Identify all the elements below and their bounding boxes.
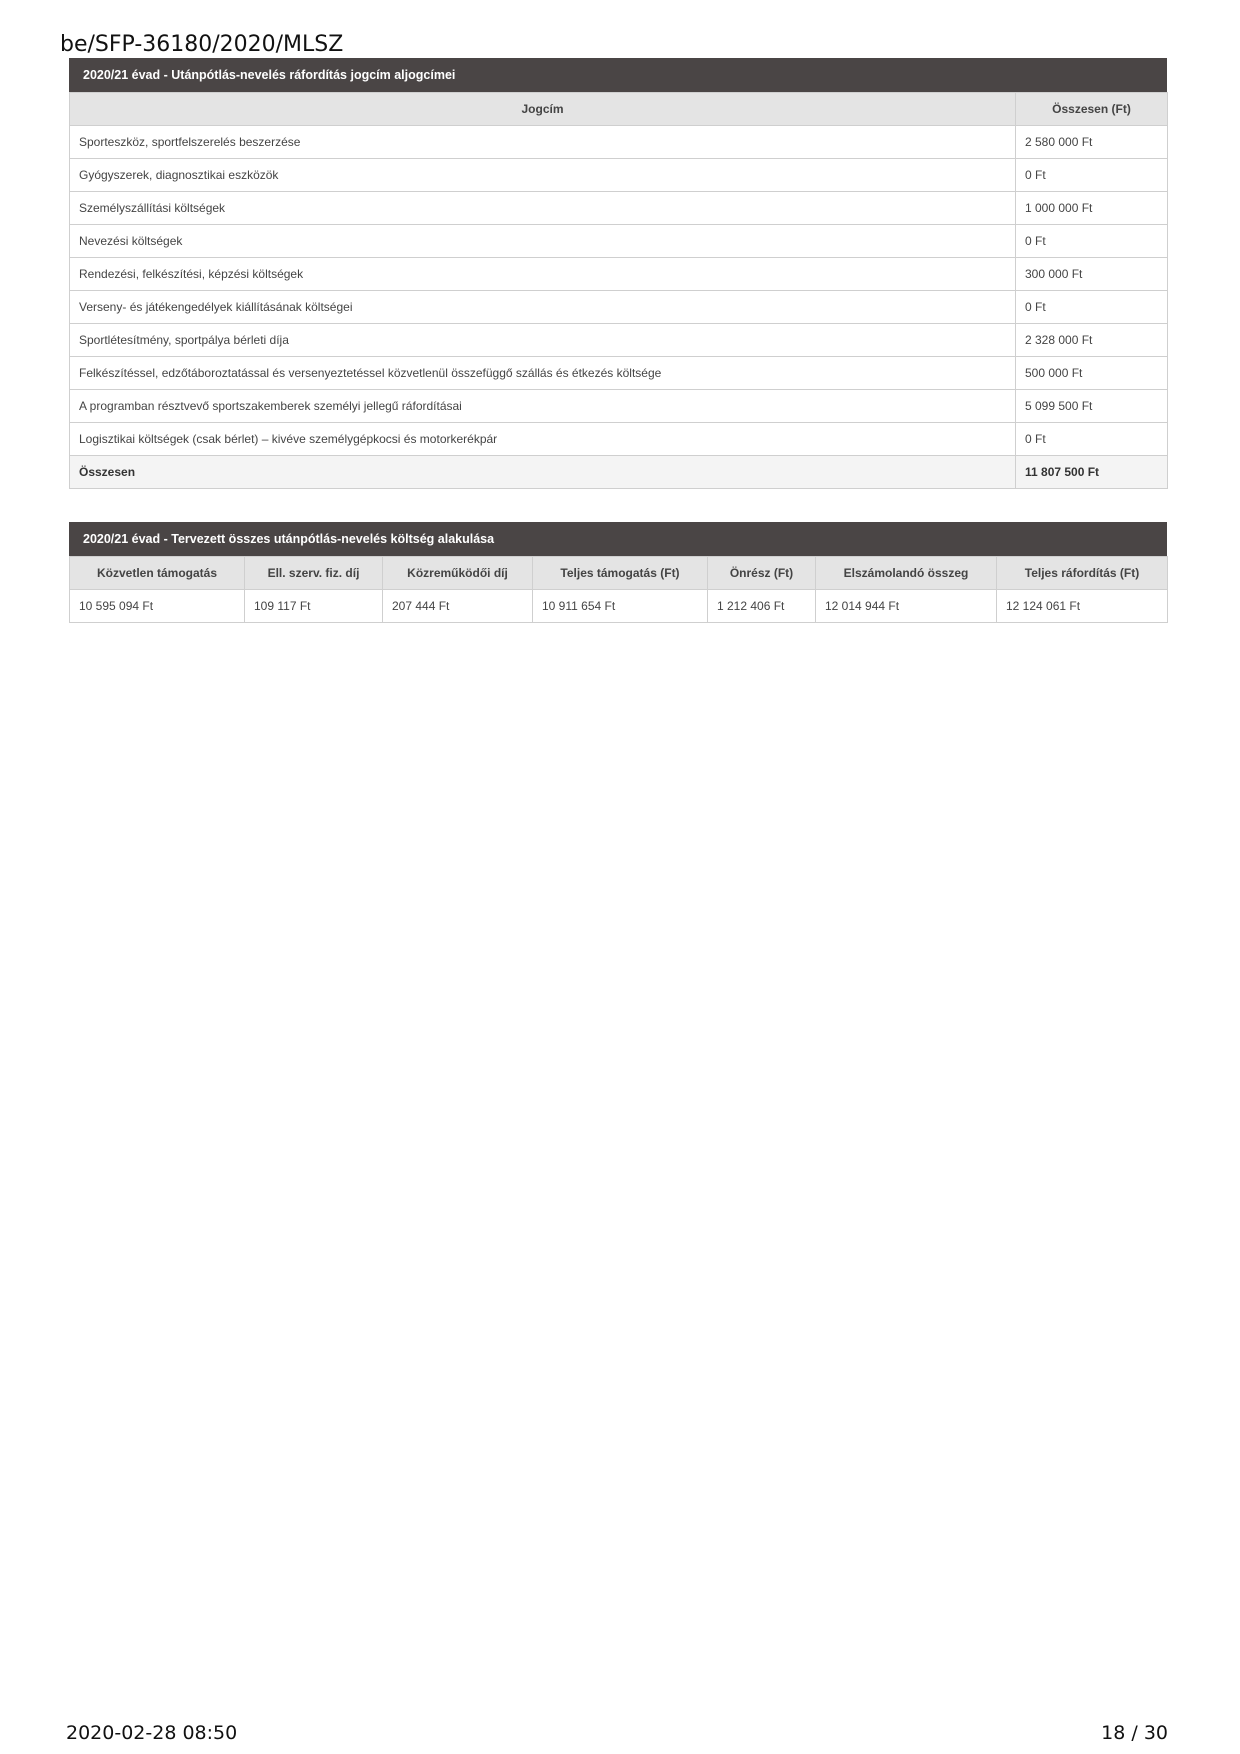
row-value: 1 000 000 Ft [1016,192,1168,225]
column-header-kozvetlen-tamogatas: Közvetlen támogatás [70,557,245,590]
table-row [70,390,1168,423]
row-value: 0 Ft [1016,423,1168,456]
section-title: 2020/21 évad - Tervezett összes utánpótlás-nevelés költség alakulása [69,522,1167,556]
cell-ell-szerv-fiz-dij: 109 117 Ft [245,590,383,623]
column-header-onresz: Önrész (Ft) [708,557,816,590]
row-value: 500 000 Ft [1016,357,1168,390]
row-value: 2 328 000 Ft [1016,324,1168,357]
footer-timestamp: 2020-02-28 08:50 [66,1722,238,1744]
document-id: be/SFP-36180/2020/MLSZ [60,32,344,57]
cost-category-section [69,58,1167,489]
table-row [70,423,1168,456]
row-value: 0 Ft [1016,291,1168,324]
cell-kozvetlen-tamogatas: 10 595 094 Ft [70,590,245,623]
row-value: 2 580 000 Ft [1016,126,1168,159]
column-header-kozremukodoi-dij: Közreműködői díj [383,557,533,590]
section-title: 2020/21 évad - Utánpótlás-nevelés ráfordítás jogcím aljogcímei [69,58,1167,92]
footer-page-number: 18 / 30 [1101,1722,1168,1744]
row-label: Személyszállítási költségek [70,192,1016,225]
row-label: A programban résztvevő sportszakemberek személyi jellegű ráfordításai [70,390,1016,423]
row-label: Verseny- és játékengedélyek kiállításának költségei [70,291,1016,324]
row-label: Sporteszköz, sportfelszerelés beszerzése [70,126,1016,159]
total-value: 11 807 500 Ft [1016,456,1168,489]
cell-teljes-tamogatas: 10 911 654 Ft [533,590,708,623]
column-header-jogcim: Jogcím [70,93,1016,126]
table-row [70,590,1168,623]
total-label: Összesen [70,456,1016,489]
column-header-teljes-raforditas: Teljes ráfordítás (Ft) [997,557,1168,590]
row-label: Gyógyszerek, diagnosztikai eszközök [70,159,1016,192]
column-header-teljes-tamogatas: Teljes támogatás (Ft) [533,557,708,590]
cell-teljes-raforditas: 12 124 061 Ft [997,590,1168,623]
column-header-osszesen: Összesen (Ft) [1016,93,1168,126]
table-row [70,126,1168,159]
row-value: 300 000 Ft [1016,258,1168,291]
column-header-elszamolando-osszeg: Elszámolandó összeg [816,557,997,590]
total-row [70,456,1168,489]
table-row [70,291,1168,324]
column-header-ell-szerv-fiz-dij: Ell. szerv. fiz. díj [245,557,383,590]
row-label: Nevezési költségek [70,225,1016,258]
table-row [70,324,1168,357]
table-row [70,225,1168,258]
table-row [70,192,1168,225]
table-row [70,357,1168,390]
table-header-row [70,93,1168,126]
table-row [70,258,1168,291]
row-label: Logisztikai költségek (csak bérlet) – kivéve személygépkocsi és motorkerékpár [70,423,1016,456]
row-value: 5 099 500 Ft [1016,390,1168,423]
row-label: Felkészítéssel, edzőtáboroztatással és versenyeztetéssel közvetlenül összefüggő szállás és étkezés költsége [70,357,1016,390]
planned-cost-table [69,556,1168,623]
table-row [70,159,1168,192]
row-value: 0 Ft [1016,225,1168,258]
row-label: Rendezési, felkészítési, képzési költségek [70,258,1016,291]
cell-onresz: 1 212 406 Ft [708,590,816,623]
planned-cost-section [69,522,1167,623]
cell-kozremukodoi-dij: 207 444 Ft [383,590,533,623]
row-label: Sportlétesítmény, sportpálya bérleti díja [70,324,1016,357]
cost-category-table [69,92,1168,489]
cell-elszamolando-osszeg: 12 014 944 Ft [816,590,997,623]
row-value: 0 Ft [1016,159,1168,192]
table-header-row [70,557,1168,590]
